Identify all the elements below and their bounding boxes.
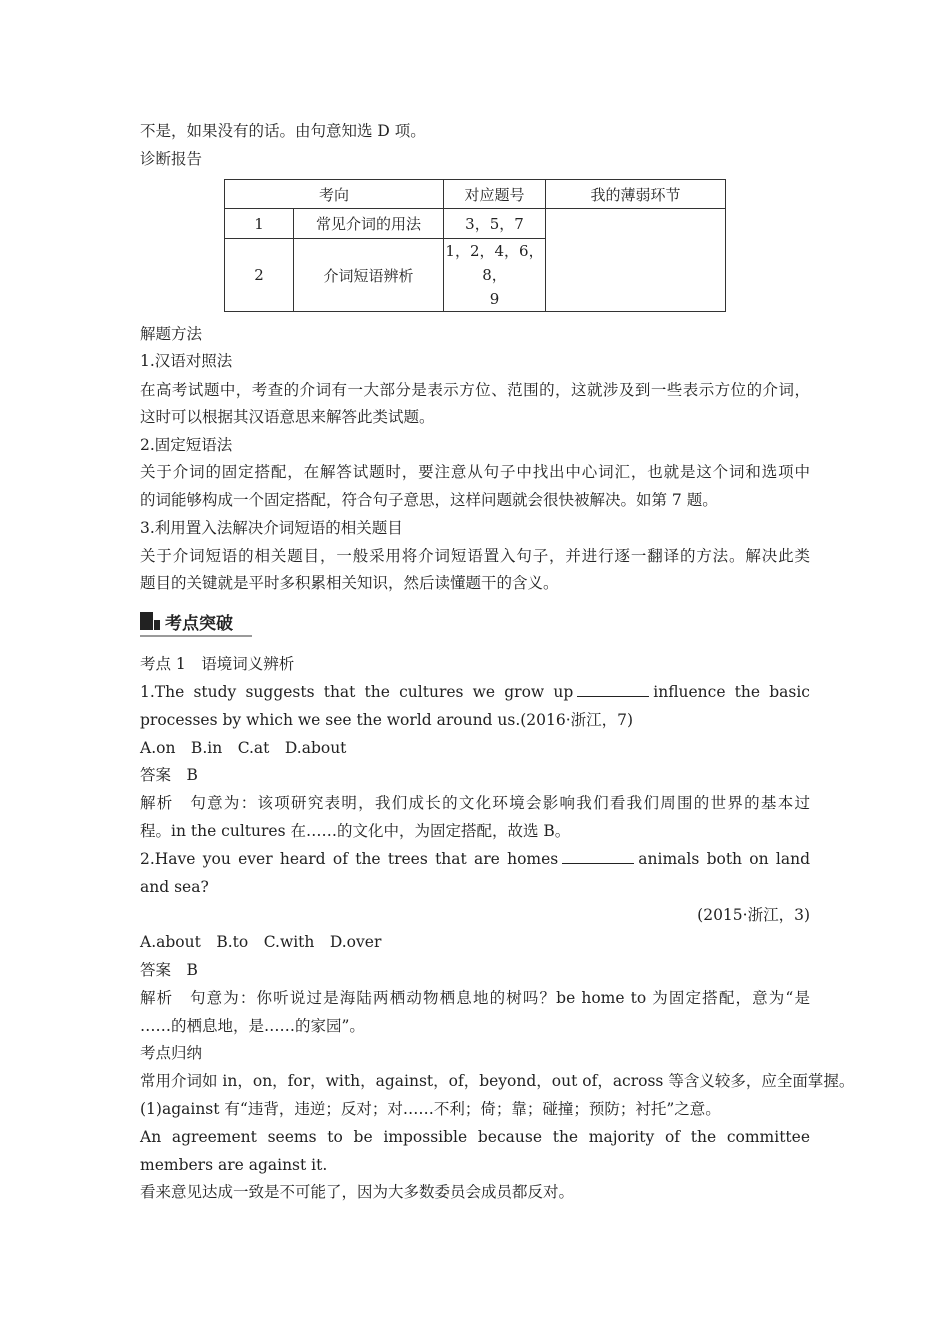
q1-line2: processes by which we see the world around us.(2016·浙江，7)	[140, 711, 634, 729]
q1-blank	[577, 682, 649, 697]
summary-line2: (1)against 有“违背，违逆；反对；对……不利；倚；靠；碰撞；预防；衬托”之意。	[140, 1100, 721, 1118]
methods-heading: 解题方法	[140, 325, 203, 343]
diagnosis-table	[224, 179, 726, 312]
method2-line1: 关于介词的固定搭配，在解答试题时，要注意从句子中找出中心词汇，也就是这个词和选项中	[140, 463, 810, 481]
row-questions-line2: 9	[489, 290, 500, 308]
method3-line1: 关于介词短语的相关题目，一般采用将介词短语置入句子，并进行逐一翻译的方法。解决此类	[140, 547, 810, 565]
row-questions	[444, 239, 546, 312]
row-number: 2	[225, 239, 294, 312]
method2-title: 2.固定短语法	[140, 436, 233, 454]
example-line2: members are against it.	[140, 1156, 328, 1174]
q1-options: A.on B.in C.at D.about	[140, 739, 347, 757]
row-questions: 3，5，7	[444, 209, 546, 239]
q1-analysis-line1: 解析 句意为：该项研究表明，我们成长的文化环境会影响我们看我们周围的世界的基本过	[140, 794, 810, 812]
q1-stem-end: influence the basic	[653, 683, 810, 701]
method1-line1: 在高考试题中，考查的介词有一大部分是表示方位、范围的，这就涉及到一些表示方位的介词，	[140, 381, 810, 399]
section-underline	[140, 635, 252, 637]
section-marker-icon	[140, 612, 160, 630]
row-questions-line1: 1，2，4，6，8，	[445, 242, 544, 284]
method1-line2: 这时可以根据其汉语意思来解答此类试题。	[140, 408, 435, 426]
method3-title: 3.利用置入法解决介词短语的相关题目	[140, 519, 403, 537]
kp1-title: 考点 1 语境词义辨析	[140, 655, 295, 673]
q2-blank	[562, 849, 634, 864]
col-header-topic: 考向	[225, 180, 444, 209]
example-line1: An agreement seems to be impossible because the majority of the committee	[140, 1128, 810, 1146]
row-topic: 常见介词的用法	[294, 209, 444, 239]
row-topic: 介词短语辨析	[294, 239, 444, 312]
q1-line1	[140, 682, 810, 702]
diagnosis-heading: 诊断报告	[140, 150, 203, 168]
q2-answer: 答案 B	[140, 961, 198, 979]
intro-line: 不是，如果没有的话。由句意知选 D 项。	[140, 122, 426, 140]
q2-options: A.about B.to C.with D.over	[140, 933, 382, 951]
method1-title: 1.汉语对照法	[140, 352, 233, 370]
method2-line2: 的词能够构成一个固定搭配，符合句子意思，这样问题就会很快被解决。如第 7 题。	[140, 491, 718, 509]
q2-stem-end: animals both on land	[638, 850, 810, 868]
method3-line2: 题目的关键就是平时多积累相关知识，然后读懂题干的含义。	[140, 574, 559, 592]
col-header-weakness: 我的薄弱环节	[546, 180, 726, 209]
q2-analysis-line1: 解析 句意为：你听说过是海陆两栖动物栖息地的树吗？be home to 为固定搭配，意为“是	[140, 989, 810, 1007]
row-number: 1	[225, 209, 294, 239]
col-header-questions: 对应题号	[444, 180, 546, 209]
section-title: 考点突破	[165, 614, 233, 634]
q1-analysis-line2: 程。in the cultures 在……的文化中，为固定搭配，故选 B。	[140, 822, 571, 840]
table-header-row	[225, 180, 726, 209]
example-translation: 看来意见达成一致是不可能了，因为大多数委员会成员都反对。	[140, 1183, 575, 1201]
q1-answer: 答案 B	[140, 766, 198, 784]
table-row	[225, 209, 726, 239]
q1-stem-start: 1.The study suggests that the cultures we grow up	[140, 683, 574, 701]
q2-source: (2015·浙江，3)	[697, 906, 810, 924]
section-header	[140, 608, 252, 636]
q2-stem-start: 2.Have you ever heard of the trees that are homes	[140, 850, 559, 868]
summary-line1: 常用介词如 in，on，for，with，against，of，beyond，out of，across 等含义较多，应全面掌握。	[140, 1072, 855, 1090]
q2-line1	[140, 849, 810, 869]
weakness-cell	[546, 209, 726, 312]
summary-heading: 考点归纳	[140, 1044, 203, 1062]
q2-analysis-line2: ……的栖息地，是……的家园”。	[140, 1017, 365, 1035]
q2-line2: and sea?	[140, 878, 209, 896]
